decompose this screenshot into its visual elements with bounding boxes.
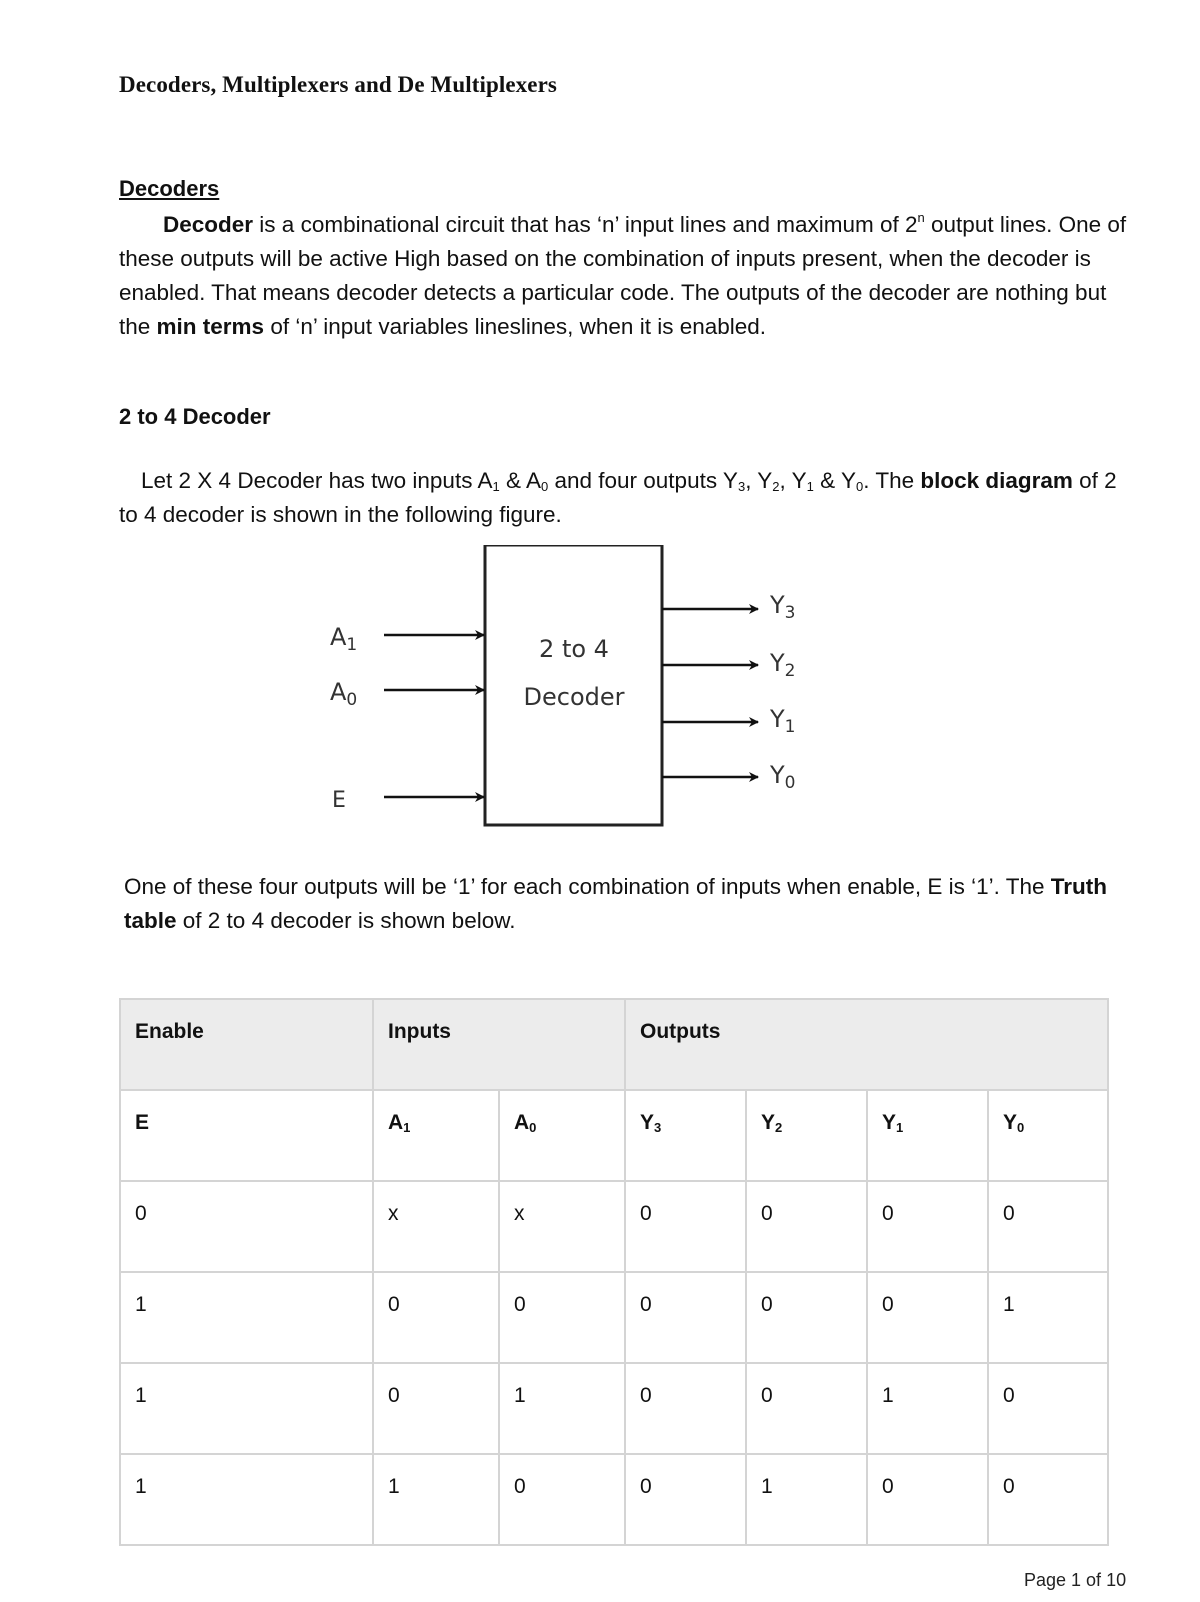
table-cell: 0 [625,1454,746,1545]
table-cell: 0 [988,1363,1108,1454]
table-cell: 1 [120,1454,373,1545]
table-cell: 1 [867,1363,988,1454]
output-label-y1: $Y_1$ [770,705,796,737]
table-cell: 0 [867,1272,988,1363]
table-cell: 0 [373,1272,499,1363]
table-cell: 0 [625,1363,746,1454]
group-outputs: Outputs [625,999,1108,1090]
table-column-header-row [120,1090,1108,1181]
table-cell: 1 [746,1454,867,1545]
col-header-a0: $A_0$ [499,1090,625,1181]
table-cell: 1 [120,1363,373,1454]
col-header-y1: $Y_1$ [867,1090,988,1181]
output-label-y2: $Y_2$ [770,649,796,681]
table-cell: 0 [746,1363,867,1454]
table-cell: 0 [867,1181,988,1272]
col-header-y2: $Y_2$ [746,1090,867,1181]
input-label-a1: $A_1$ [330,623,358,655]
table-cell: 0 [625,1272,746,1363]
table-cell: 1 [120,1272,373,1363]
input-label-e: E [332,788,346,813]
output-label-y0: $Y_0$ [770,761,796,793]
input-label-a0: $A_0$ [330,678,358,710]
table-cell: 0 [120,1181,373,1272]
col-header-y0: $Y_0$ [988,1090,1108,1181]
table-row [120,1363,1108,1454]
block-label-line2: Decoder [523,683,625,711]
section-heading-decoders: Decoders [119,176,220,201]
decoder-term: Decoder [163,212,254,237]
group-enable: Enable [120,999,373,1090]
table-cell: 0 [746,1181,867,1272]
table-cell: x [373,1181,499,1272]
table-group-header-row [120,999,1108,1090]
table-cell: 0 [988,1181,1108,1272]
table-cell: 0 [746,1272,867,1363]
table-row [120,1181,1108,1272]
table-row [120,1272,1108,1363]
col-header-y3: $Y_3$ [625,1090,746,1181]
table-cell: 0 [625,1181,746,1272]
col-header-a1: $A_1$ [373,1090,499,1181]
table-cell: 0 [988,1454,1108,1545]
truth-table-intro-paragraph: One of these four outputs will be ‘1’ for each combination of inputs when enable, E is ‘1’. The Truth table of 2 to 4 decoder is shown below. [124,874,1108,933]
table-cell: 0 [499,1272,625,1363]
subsection-heading: 2 to 4 Decoder [119,404,271,429]
table-row [120,1454,1108,1545]
output-label-y3: $Y_3$ [770,591,796,623]
table-cell: 1 [988,1272,1108,1363]
table-cell: 0 [867,1454,988,1545]
block-diagram-intro-paragraph: Let 2 X 4 Decoder has two inputs $A_1$ & $A_0$ and four outputs $Y_3$, $Y_2$, $Y_1$ & $Y_0$. The block diagram of 2 to 4 decoder is shown in the following figure. [119,468,1117,527]
table-cell: 0 [499,1454,625,1545]
table-cell: 1 [373,1454,499,1545]
decoder-definition-paragraph: Decoder is a combinational circuit that has ‘n’ input lines and maximum of 2$^n$ output lines. One of these outputs will be active High based on the combination of inputs present, when the decoder is enabled. That means decoder detects a particular code. The outputs of the decoder are nothing but the min terms of ‘n’ input variables lineslines, when it is enabled. [119,210,1127,339]
table-cell: 1 [499,1363,625,1454]
table-cell: 0 [373,1363,499,1454]
col-header-e: E [120,1090,373,1181]
truth-table [119,998,1109,1546]
page-title: Decoders, Multiplexers and De Multiplexers [119,72,557,97]
decoder-block-diagram [300,545,860,845]
table-cell: x [499,1181,625,1272]
page-number-footer: Page 1 of 10 [1024,1570,1127,1590]
group-inputs: Inputs [373,999,625,1090]
block-label-line1: 2 to 4 [539,635,609,663]
